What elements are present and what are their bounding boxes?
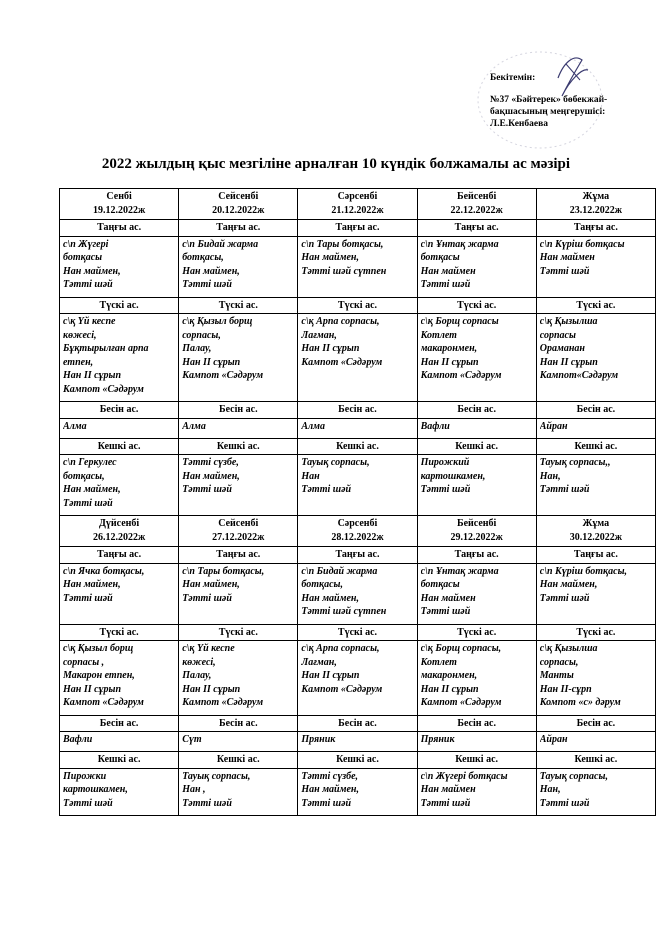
day-header [536,189,655,220]
day-date: 21.12.2022ж [331,204,384,216]
meal-item-line: Макарон етпен, [63,670,135,681]
day-header [60,516,179,547]
meal-label: Түскі ас. [536,297,655,314]
meal-items [417,455,536,516]
meal-item-line: Палау, [182,670,212,681]
meal-item-line: Нан , [182,784,206,795]
meal-items [60,641,179,716]
meal-item-line: Кампот «Сәдәрум [182,697,264,708]
meal-label: Түскі ас. [60,297,179,314]
meal-items-row [60,732,656,752]
day-name: Жұма [582,518,610,529]
meal-item-line: Кампот «Сәдәрум [182,370,264,381]
meal-item-line: Тауық сорпасы, [301,457,370,468]
meal-label: Түскі ас. [536,624,655,641]
meal-label: Таңғы ас. [179,220,298,237]
meal-label: Бесін ас. [536,402,655,419]
meal-items [298,314,417,402]
meal-item-line: Нан II сұрып [420,683,479,695]
meal-item-line: Тәтті шәй [63,279,113,290]
meal-item-line: с\қ Арпа сорпасы, [301,316,380,327]
meal-label: Түскі ас. [417,624,536,641]
meal-item-line: Нан, [539,784,561,795]
day-header [179,516,298,547]
meal-items-row [60,236,656,297]
meal-label: Кешкі ас. [417,438,536,455]
meal-items [536,641,655,716]
meal-item-line: Пряник [301,734,336,745]
meal-item-line: Нан II сұрып [182,356,241,368]
meal-item-line: Нан II сұрып [539,356,598,368]
meal-item-line: с\п Күріш ботқасы, [539,565,628,577]
meal-items [179,732,298,752]
meal-item-line: ботқасы [63,252,103,263]
meal-item-line: ботқасы, [182,252,224,263]
meal-item-line: Тәтті сүзбе, [182,457,239,468]
meal-items [179,641,298,716]
meal-item-line: Манты [539,670,574,681]
meal-items [536,732,655,752]
meal-item-line: Нан маймен [420,784,476,795]
meal-item-line: макаронмен, [420,670,478,681]
meal-item-line: Пирожкий [420,457,470,468]
meal-item-line: с\қ Үй кеспе [182,643,235,654]
meal-item-line: ботқасы, [301,579,343,590]
meal-item-line: с\п Жүгері ботқасы [420,770,508,782]
meal-item-line: с\қ Борщ сорпасы [420,316,499,327]
meal-label: Кешкі ас. [298,438,417,455]
day-name: Сәрсенбі [337,191,378,202]
meal-label: Таңғы ас. [60,547,179,564]
day-date: 22.12.2022ж [450,204,503,216]
meal-item-line: Тауық сорпасы,, [539,457,611,468]
meal-item-line: с\қ Арпа сорпасы, [301,643,380,654]
meal-label-row [60,624,656,641]
meal-item-line: с\қ Қызыл борщ [182,316,253,327]
menu-table [59,188,656,816]
meal-label: Бесін ас. [417,402,536,419]
meal-item-line: Нан маймен [420,592,476,604]
meal-items [417,641,536,716]
meal-item-line: Нан маймен, [182,470,240,482]
meal-label-row [60,547,656,564]
meal-item-line: Ораманан [539,343,585,354]
meal-items [536,455,655,516]
meal-item-line: ботқасы [420,252,460,263]
meal-item-line: сорпасы , [63,656,105,668]
meal-items [417,732,536,752]
meal-item-line: с\қ Борщ сорпасы, [420,643,502,654]
meal-items [536,236,655,297]
meal-item-line: Нан маймен, [301,592,359,604]
meal-items [179,314,298,402]
meal-item-line: Кампот «Сәдәрум [63,697,144,708]
day-date: 19.12.2022ж [92,204,146,216]
day-date: 26.12.2022ж [92,531,146,543]
meal-item-line: Тәтті шәй [539,797,590,809]
meal-item-line: Тәтті шәй [539,484,590,495]
meal-label: Түскі ас. [298,624,417,641]
meal-item-line: Сүт [182,734,202,745]
meal-item-line: Нан маймен [539,252,595,263]
meal-item-line: с\қ Қызылша [539,643,598,654]
meal-item-line: Алма [182,420,206,432]
meal-items [60,236,179,297]
meal-item-line: Нан II-сұрп [539,683,592,695]
meal-item-line: Тәтті шәй [182,592,232,604]
meal-label: Кешкі ас. [179,438,298,455]
meal-items [536,418,655,438]
meal-items [298,641,417,716]
meal-items-row [60,641,656,716]
day-name: Дүйсенбі [99,518,140,529]
meal-item-line: Нан, [539,470,561,482]
meal-item-line: Тәтті шәй [420,279,471,290]
meal-item-line: Котлет [420,656,457,668]
meal-item-line: Вафли [63,734,93,745]
day-date: 30.12.2022ж [569,531,622,543]
meal-item-line: Тәтті шәй [539,592,590,604]
meal-label: Бесін ас. [417,715,536,732]
meal-items [298,236,417,297]
menu-title: 2022 жылдың қыс мезгіліне арналған 10 күндік болжамалы ас мәзірі [101,156,571,172]
meal-item-line: етпен, [63,356,94,368]
meal-items [298,418,417,438]
meal-label: Бесін ас. [179,402,298,419]
meal-item-line: Тәтті шәй [301,484,352,495]
day-date: 20.12.2022ж [212,204,265,216]
meal-item-line: Тауық сорпасы, [182,770,251,782]
meal-item-line: Кампот «Сәдәрум [63,383,144,395]
day-name: Сейсенбі [218,191,259,202]
meal-items [298,455,417,516]
meal-items [417,768,536,816]
meal-item-line: макаронмен, [420,343,478,354]
meal-label: Кешкі ас. [60,752,179,769]
meal-item-line: Айран [539,734,568,745]
meal-item-line: Нан [301,470,320,482]
meal-item-line: Вафли [420,420,450,432]
meal-item-line: с\қ Қызыл борщ [63,643,134,654]
meal-items [536,563,655,624]
meal-item-line: Нан маймен, [182,579,240,590]
meal-item-line: с\п Бидай жарма [301,565,378,577]
day-header [298,516,417,547]
meal-item-line: с\п Күріш ботқасы [539,238,625,250]
meal-item-line: Нан II сұрып [301,670,360,681]
meal-item-line: Тәтті шәй [182,279,232,290]
meal-items [417,236,536,297]
meal-item-line: Нан II сұрып [301,343,360,354]
meal-label: Бесін ас. [536,715,655,732]
meal-item-line: Тәтті шәй [63,592,113,604]
meal-item-line: с\қ Үй кеспе [63,316,116,327]
day-header [60,189,179,220]
meal-label: Түскі ас. [298,297,417,314]
day-header [417,189,536,220]
meal-items-row [60,455,656,516]
meal-item-line: Пирожки [63,770,107,782]
meal-items [298,732,417,752]
meal-label: Бесін ас. [298,402,417,419]
meal-item-line: Тәтті шәй [420,606,471,617]
meal-item-line: көжесі, [182,656,216,668]
meal-item-line: Тәтті шәй [539,265,590,277]
meal-label: Таңғы ас. [298,220,417,237]
meal-item-line: Тәтті шәй [182,484,232,495]
meal-item-line: Палау, [182,343,212,354]
meal-items [60,455,179,516]
meal-item-line: Нан маймен, [63,579,121,590]
meal-item-line: с\п Ячка ботқасы, [63,565,145,577]
meal-item-line: сорпасы [539,329,576,341]
meal-item-line: Тәтті шәй [63,797,113,809]
meal-item-line: Нан маймен, [63,265,121,277]
approval-line: Л.Е.Кенбаева [490,119,548,129]
meal-item-line: Нан маймен [420,265,476,277]
meal-items [179,236,298,297]
day-date: 28.12.2022ж [331,531,384,543]
meal-label: Кешкі ас. [417,752,536,769]
meal-item-line: Нан маймен, [63,484,121,495]
meal-label: Бесін ас. [60,402,179,419]
meal-item-line: сорпасы, [539,656,579,668]
meal-item-line: картошкамен, [420,470,486,482]
approval-title: Бекітемін: [490,73,536,83]
meal-item-line: ботқасы [420,579,460,590]
meal-item-line: Тәтті шәй [420,797,471,809]
meal-items [417,418,536,438]
meal-label: Таңғы ас. [417,547,536,564]
meal-item-line: с\п Тары ботқасы, [182,565,265,577]
meal-item-line: Тәтті шәй [420,484,471,495]
meal-item-line: Нан II сұрып [182,683,241,695]
meal-label: Таңғы ас. [417,220,536,237]
meal-label: Кешкі ас. [60,438,179,455]
meal-label: Таңғы ас. [179,547,298,564]
meal-item-line: Нан II сұрып [63,683,122,695]
day-name: Сейсенбі [218,518,259,529]
day-header [536,516,655,547]
meal-items [60,768,179,816]
meal-item-line: Котлет [420,329,457,341]
meal-items [417,314,536,402]
meal-label-row [60,715,656,732]
day-name: Сенбі [106,191,132,202]
meal-item-line: Нан маймен, [301,252,359,263]
meal-label-row [60,752,656,769]
day-date: 23.12.2022ж [569,204,622,216]
meal-item-line: Кампот«Сәдәрум [539,370,619,381]
meal-item-line: Тәтті шәй [301,797,352,809]
meal-label: Кешкі ас. [179,752,298,769]
meal-item-line: Кампот «Сәдәрум [301,356,383,368]
meal-items [298,768,417,816]
meal-label: Бесін ас. [179,715,298,732]
day-header [298,189,417,220]
meal-item-line: ботқасы, [63,470,105,482]
meal-item-line: Кампот «Сәдәрум [301,683,383,695]
day-date: 27.12.2022ж [212,531,265,543]
meal-items [417,563,536,624]
meal-item-line: с\қ Қызылша [539,316,598,327]
meal-label-row [60,402,656,419]
meal-label: Таңғы ас. [536,547,655,564]
meal-item-line: Алма [301,420,326,432]
meal-item-line: Тәтті шәй сүтпен [301,606,387,617]
meal-item-line: Тәтті шәй [63,497,113,509]
meal-items [60,418,179,438]
meal-item-line: Бұқтырылған арпа [63,343,149,354]
day-name: Жұма [582,191,610,202]
meal-item-line: Нан маймен, [301,784,359,795]
meal-item-line: Нан маймен, [539,579,598,590]
day-header [179,189,298,220]
meal-items-row [60,563,656,624]
meal-items [60,563,179,624]
meal-item-line: Пряник [420,734,455,745]
day-name: Бейсенбі [456,191,497,202]
day-header [417,516,536,547]
meal-items-row [60,418,656,438]
meal-items-row [60,314,656,402]
meal-item-line: Тәтті шәй сүтпен [301,265,387,277]
approval-line: №37 «Бәйтерек» бөбекжай- [490,95,608,105]
meal-label: Түскі ас. [179,624,298,641]
meal-item-line: с\п Жүгері [63,238,109,250]
meal-item-line: Лағман, [301,656,337,668]
meal-items [179,418,298,438]
meal-label-row [60,438,656,455]
meal-item-line: с\п Ұнтақ жарма [420,238,499,250]
day-name: Сәрсенбі [337,518,378,529]
meal-label: Таңғы ас. [60,220,179,237]
meal-item-line: картошкамен, [63,784,128,795]
meal-item-line: с\п Геркулес [63,457,117,468]
approval-line: бақшасының меңгерушісі: [490,107,606,117]
day-name: Бейсенбі [456,518,497,529]
meal-items [179,455,298,516]
meal-items [536,314,655,402]
meal-label: Бесін ас. [60,715,179,732]
meal-item-line: Нан II сұрып [420,356,479,368]
meal-label: Түскі ас. [179,297,298,314]
meal-item-line: Компот «с» дәрум [539,697,621,708]
meal-item-line: с\п Тары ботқасы, [301,238,384,250]
meal-label: Кешкі ас. [536,752,655,769]
meal-label: Кешкі ас. [536,438,655,455]
meal-label-row [60,297,656,314]
meal-item-line: Алма [63,420,87,432]
meal-item-line: с\п Бидай жарма [182,238,259,250]
meal-items [60,314,179,402]
meal-item-line: Кампот «Сәдәрум [420,697,502,708]
meal-item-line: Айран [539,420,568,432]
meal-label: Бесін ас. [298,715,417,732]
day-header-row [60,189,656,220]
meal-item-line: Тәтті шәй [182,797,232,809]
day-header-row [60,516,656,547]
meal-items-row [60,768,656,816]
meal-items [298,563,417,624]
meal-label: Таңғы ас. [298,547,417,564]
meal-item-line: Кампот «Сәдәрум [420,370,502,381]
meal-item-line: Нан II сұрып [63,370,122,381]
meal-label: Түскі ас. [60,624,179,641]
meal-item-line: сорпасы, [182,329,221,341]
meal-items [179,563,298,624]
meal-item-line: с\п Ұнтақ жарма [420,565,499,577]
meal-items [60,732,179,752]
meal-item-line: көжесі, [63,329,97,341]
meal-label: Таңғы ас. [536,220,655,237]
meal-items [179,768,298,816]
meal-item-line: Лағман, [301,329,337,341]
meal-label: Кешкі ас. [298,752,417,769]
approval-block [490,72,665,130]
meal-item-line: Нан маймен, [182,265,240,277]
meal-item-line: Тауық сорпасы, [539,770,608,782]
meal-item-line: Тәтті сүзбе, [301,770,359,782]
meal-label: Түскі ас. [417,297,536,314]
meal-items [536,768,655,816]
day-date: 29.12.2022ж [450,531,503,543]
meal-label-row [60,220,656,237]
